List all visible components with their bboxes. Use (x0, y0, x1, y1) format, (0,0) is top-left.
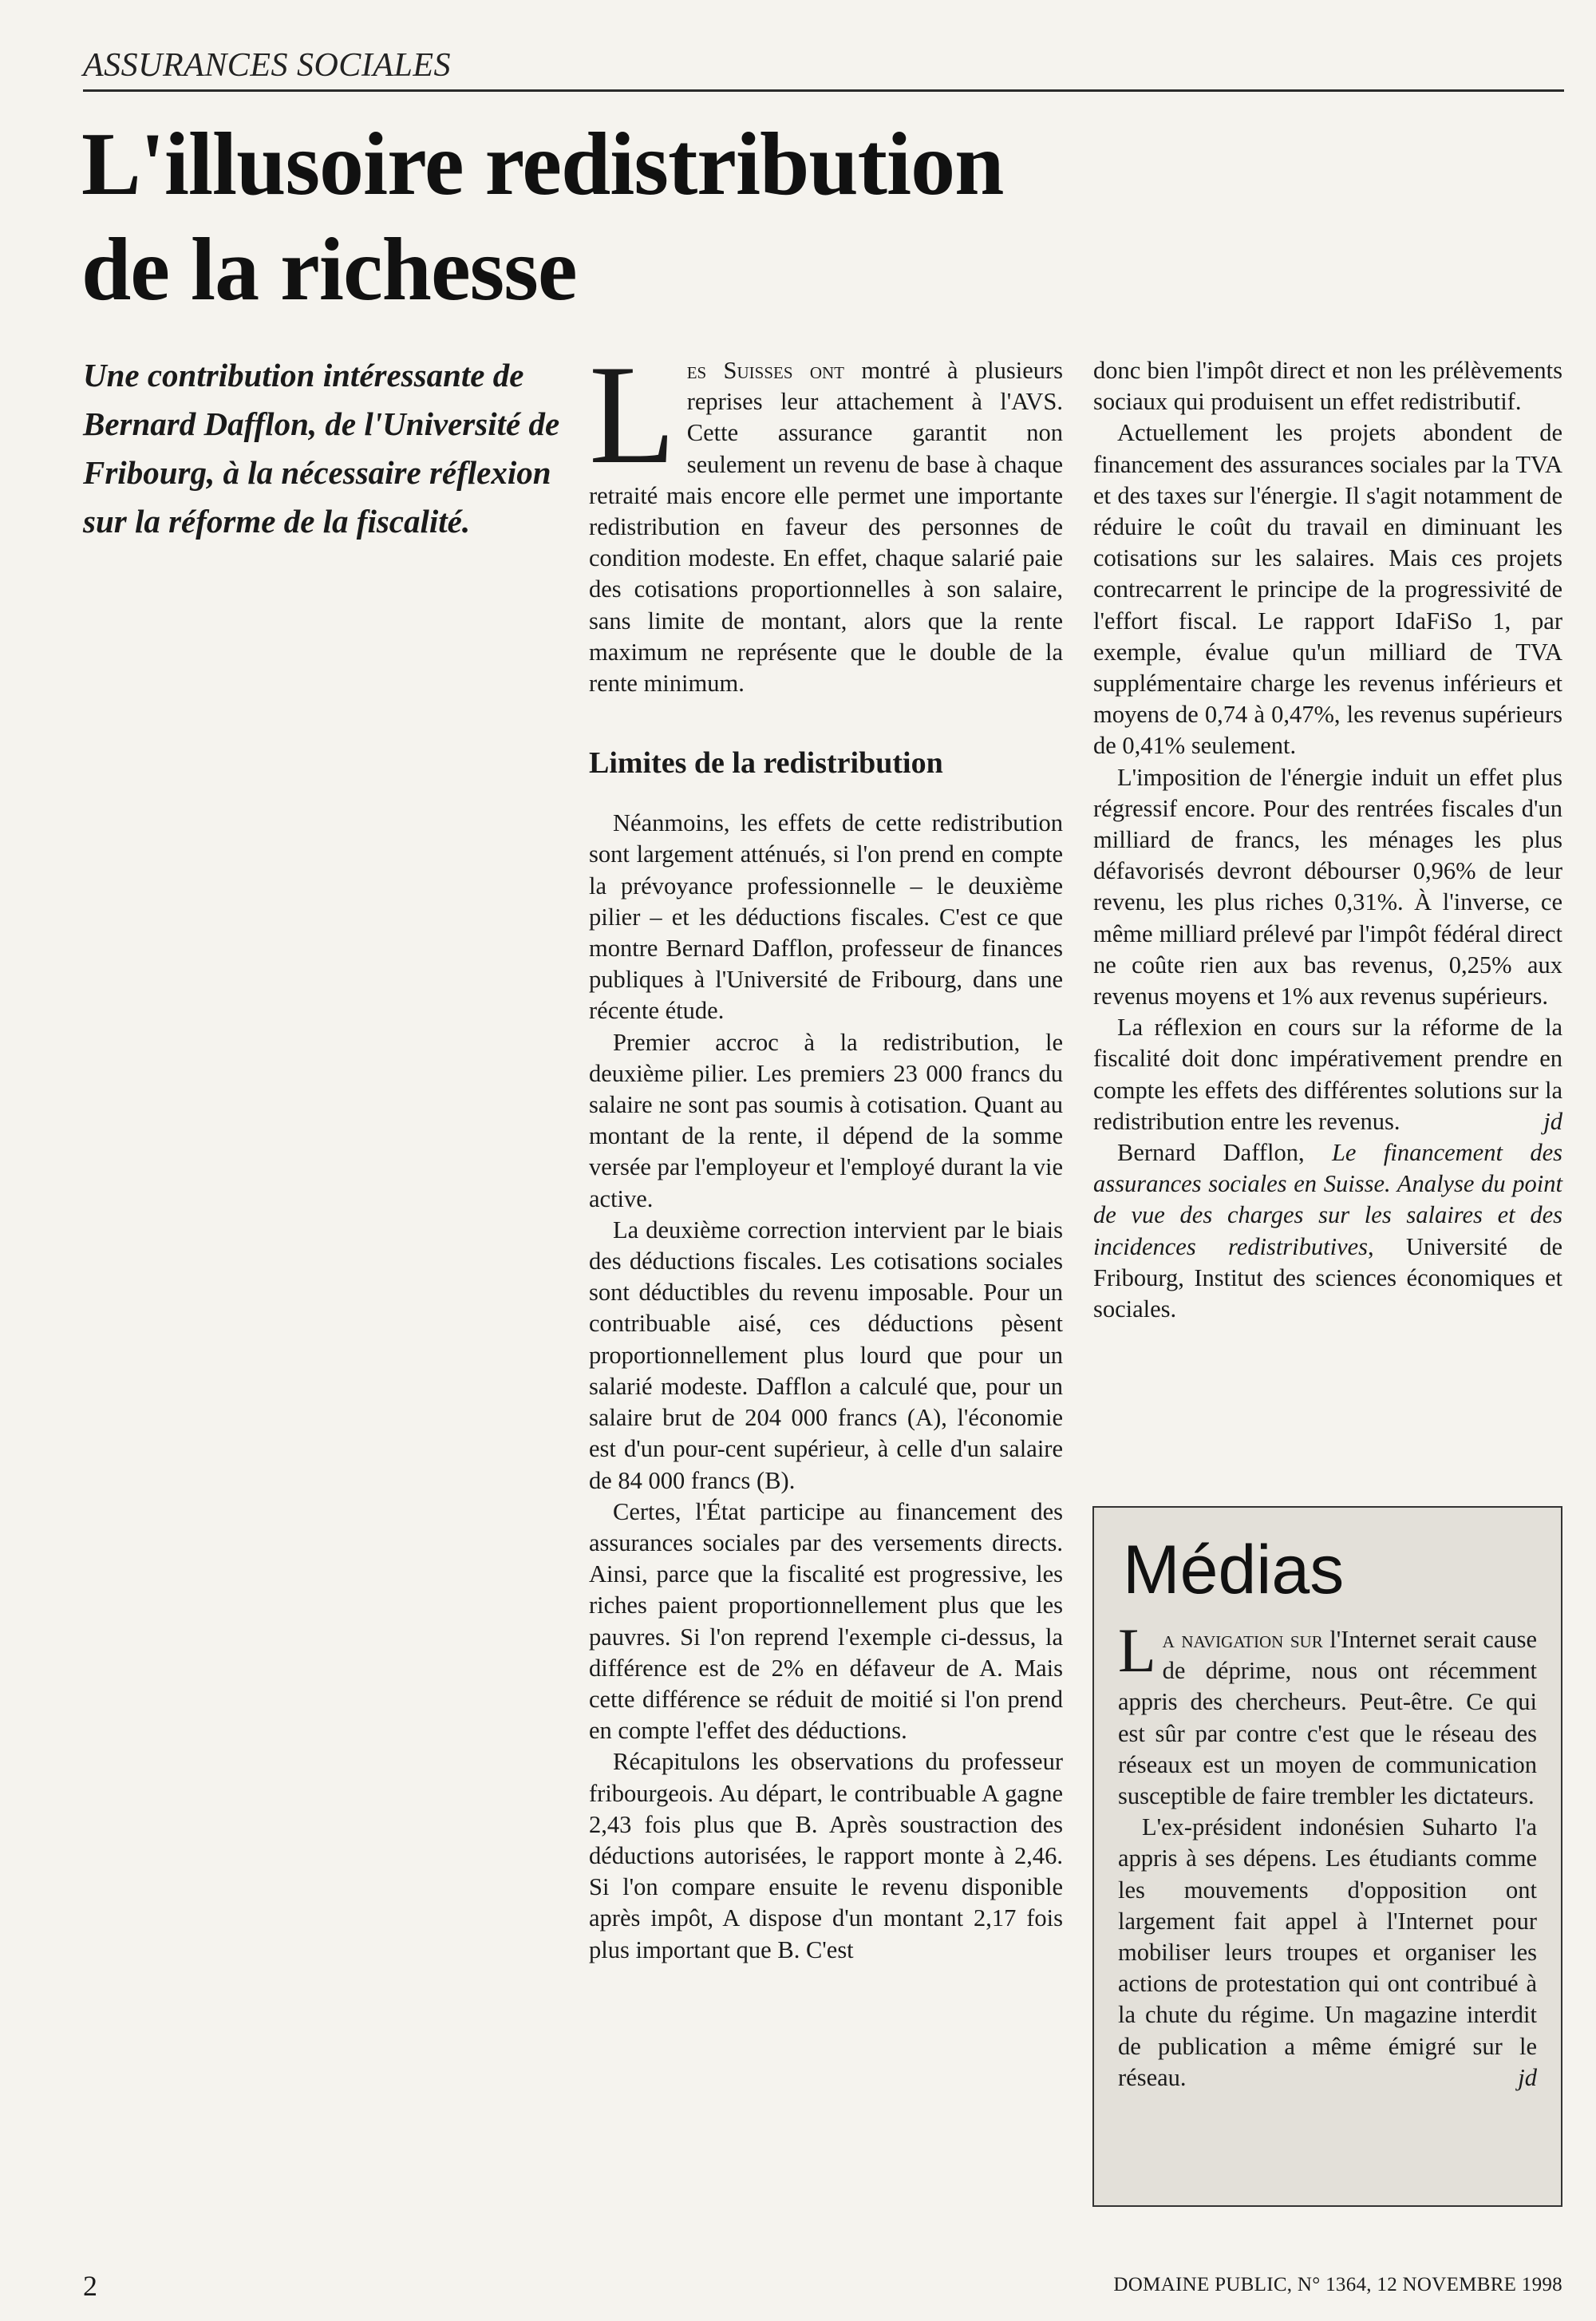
article-lead-paragraph (589, 335, 1064, 699)
section-rubric: ASSURANCES SOCIALES (83, 47, 451, 84)
medias-paragraph (1118, 1812, 1537, 2094)
medias-dropcap: L (1118, 1615, 1156, 1685)
lead-smallcaps: es Suisses ont (686, 357, 845, 384)
article-paragraph: Premier accroc à la redistribution, le deuxième pilier. Les premiers 23 000 francs du salaire ne sont pas soumis à cotisation. Quant au montant de la rente, il dépend de la somme versée par l'employeur et l'employé durant la vie active. (589, 1028, 1063, 1212)
conclusion-text: La réflexion en cours sur la réforme de la fiscalité doit donc impérativement prendre en compte les effets des différentes solutions sur la redistribution entre les revenus. (1093, 1014, 1562, 1135)
article-paragraph: Certes, l'État participe au financement des assurances sociales par des versements directs. Ainsi, parce que la fiscalité est progressive, les riches paient proportionnellement plus que les pauvres. Si l'on reprend l'exemple ci-dessus, la différence est de 2% en défaveur de A. Mais cette différence se réduit de moitié si l'on prend en compte l'effet des déductions. (589, 1497, 1063, 1745)
article-title (81, 112, 1199, 322)
title-line-2: de la richesse (81, 220, 577, 319)
article-paragraph: Actuellement les projets abondent de financement des assurances sociales par la TVA et des taxes sur l'énergie. Il s'agit notamment de réduire le coût du travail en diminuant les cotisations sur les salaires. Mais ces projets contrecarrent le principe de la progressivité de l'effort fiscal. Le rapport IdaFiSo 1, par exemple, évalue qu'un milliard de TVA supplémentaire charge les revenus inférieurs et moyens de 0,74 à 0,47%, les revenus supérieurs de 0,41% seulement. (1093, 419, 1562, 760)
medias-box (1092, 1506, 1562, 2207)
dropcap: L (589, 335, 676, 493)
reference-author: Bernard Dafflon, (1117, 1139, 1332, 1167)
bibliographic-reference (1093, 1137, 1562, 1325)
title-line-1: L'illusoire redistribution (81, 115, 1004, 214)
article-paragraph: La deuxième correction intervient par le biais des déductions fiscales. Les cotisations sociales sont déductibles du revenu imposable. Pour un contribuable aisé, ces déductions pèsent proportionnellement plus lourd que pour un salarié modeste. Dafflon a calculé que, pour un salaire brut de 204 000 francs (A), l'économie est d'un pour-cent supérieur, à celle d'un salaire de 84 000 francs (B). (589, 1216, 1063, 1494)
reference-publisher: , Université de Fribourg, Institut des sciences économiques et sociales. (1093, 1232, 1562, 1323)
medias-signature: jd (1518, 2063, 1537, 2091)
reference-title: Le financement des assurances sociales en Suisse. Analyse du point de vue des charges sur les salaires et des incidences redistributives (1093, 1139, 1562, 1260)
subheading: Limites de la redistribution (589, 746, 943, 781)
article-column-1 (589, 335, 1064, 1966)
publication-info: DOMAINE PUBLIC, N° 1364, 12 NOVEMBRE 1998 (1113, 2274, 1562, 2295)
article-conclusion (1093, 1012, 1562, 1137)
lead-text: montré à plusieurs reprises leur attachement à l'AVS. Cette assurance garantit non seulement un revenu de base à chaque retraité mais encore elle permet une importante redistribution en faveur des personnes de condition modeste. En effet, chaque salarié paie des cotisations proportionnelles à son salaire, sans limite de montant, alors que la rente maximum ne représente que le double de la rente minimum. (589, 357, 1064, 698)
article-column-2 (1093, 355, 1562, 1325)
article-lede: Une contribution intéressante de Bernard Dafflon, de l'Université de Fribourg, à la nécessaire réflexion sur la réforme de la fiscalité. (83, 357, 560, 540)
article-paragraph: Néanmoins, les effets de cette redistribution sont largement atténués, si l'on prend en compte la prévoyance professionnelle – le deuxième pilier – et les déductions fiscales. C'est ce que montre Bernard Dafflon, professeur de finances publiques à l'Université de Fribourg, dans une récente étude. (589, 809, 1063, 1025)
article-signature: jd (1543, 1107, 1562, 1135)
medias-paragraph-text: L'ex-président indonésien Suharto l'a appris à ses dépens. Les étudiants comme les mouvements d'opposition ont largement fait appel à l'Internet pour mobiliser leurs troupes et organiser les actions de protestation qui ont contribué à la chute du régime. Un magazine interdit de publication a même émigré sur le réseau. (1118, 1813, 1537, 2091)
article-paragraph: L'imposition de l'énergie induit un effet plus régressif encore. Pour des rentrées fiscales d'un milliard de francs, les ménages les plus défavorisés devront débourser 0,96% de leur revenu, les plus riches 0,31%. À l'inverse, ce même milliard prélevé par l'impôt fédéral direct ne coûte rien aux bas revenus, 0,25% aux revenus moyens et 1% aux revenus supérieurs. (1093, 763, 1562, 1010)
article-paragraph: Récapitulons les observations du professeur fribourgeois. Au départ, le contribuable A gagne 2,43 fois plus que B. Après soustraction des déductions autorisées, le rapport monte à 2,46. Si l'on compare ensuite le revenu disponible après impôt, A dispose d'un montant 2,17 fois plus important que B. C'est (589, 1748, 1063, 1963)
medias-lead-text: l'Internet serait cause de déprime, nous ont récemment appris des chercheurs. Peut-être. Ce qui est sûr par contre c'est que le réseau des réseaux est un moyen de communication susceptible de faire trembler les dictateurs. (1118, 1626, 1537, 1810)
medias-title: Médias (1123, 1532, 1345, 1608)
article-paragraph: donc bien l'impôt direct et non les prélèvements sociaux qui produisent un effet redistributif. (1093, 357, 1562, 416)
medias-lead-smallcaps: a navigation sur (1162, 1626, 1323, 1653)
medias-lead-paragraph (1118, 1615, 1537, 1812)
page-number: 2 (83, 2270, 97, 2302)
medias-text (1118, 1615, 1537, 2094)
rubric-rule (83, 89, 1564, 92)
